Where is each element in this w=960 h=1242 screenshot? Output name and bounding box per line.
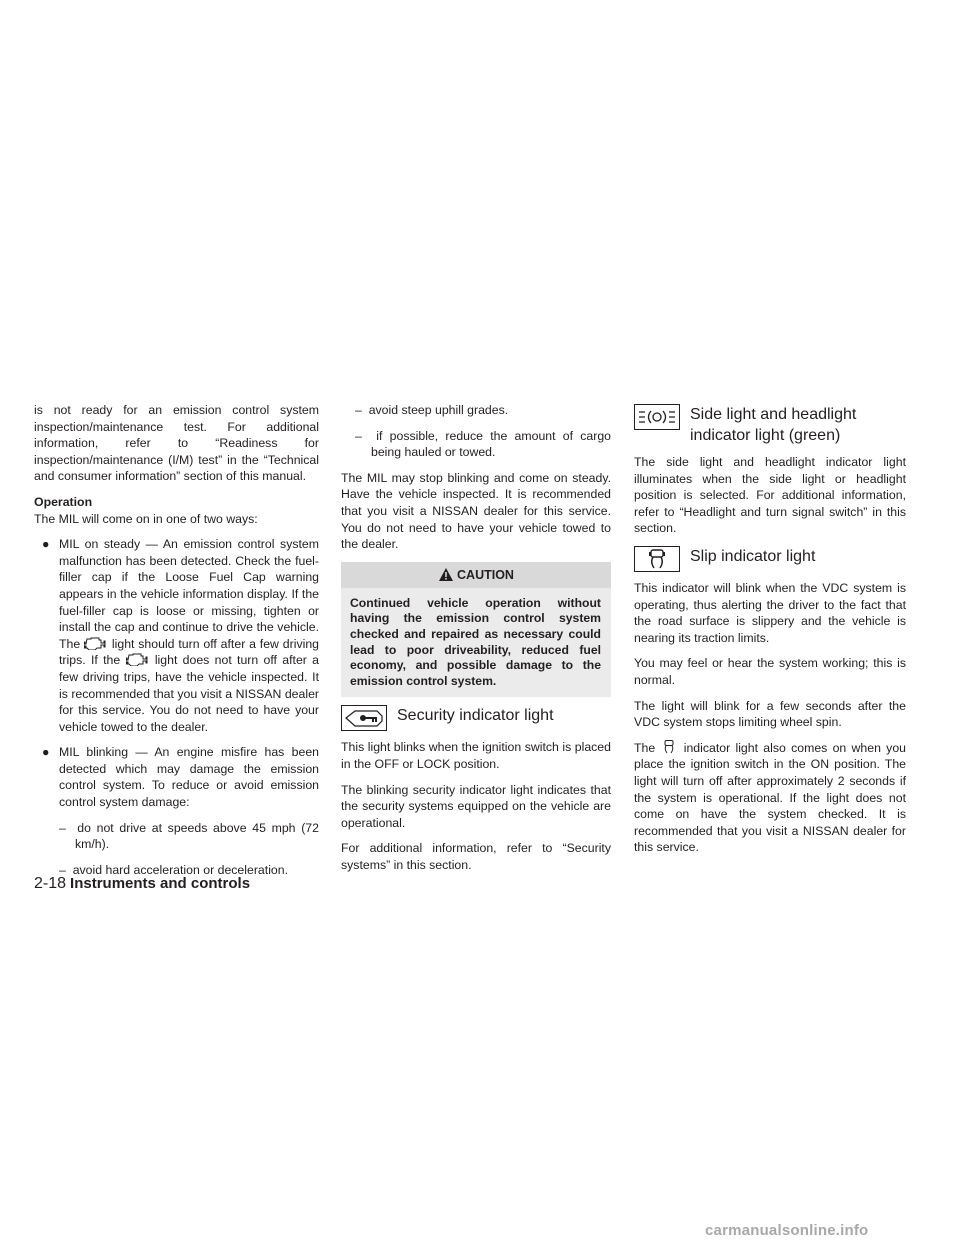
operation-heading: Operation — [34, 494, 93, 509]
security-paragraph-3: For additional information, refer to “Security systems” in this section. — [341, 841, 611, 872]
security-section-header — [341, 705, 611, 731]
operation-text: The MIL will come on in one of two ways: — [34, 511, 258, 526]
slip-section-header — [634, 546, 906, 572]
dash1-text: do not drive at speeds above 45 mph (72 km/h). — [75, 820, 319, 852]
warning-triangle-icon — [438, 567, 454, 582]
bullet2-text: MIL blinking — An engine misfire has been detected which may damage the emission control system. To reduce or avoid emission control system damage: — [59, 745, 319, 810]
slip-paragraph-4 — [634, 740, 906, 856]
caution-header — [341, 562, 611, 588]
security-paragraph-2: The blinking security indicator light indicates that the security systems equipped on the vehicle are operational. — [341, 782, 611, 830]
dash4-text: if possible, reduce the amount of cargo being hauled or towed. — [371, 428, 611, 460]
page-number: 2-18 — [34, 875, 67, 892]
bullet1-text-a: MIL on steady — An emission control system malfunction has been detected. Check the fuel-filler cap if the Loose Fuel Cap warning appears in the vehicle information display. If the fuel-filler cap is loose or missing, tighten or install the cap and continue to drive the vehicle. The — [59, 537, 319, 651]
dash-item-speed — [34, 820, 319, 853]
dash-item-cargo — [341, 428, 611, 461]
bullet-dot: ● — [42, 745, 50, 760]
dash-glyph: – — [59, 820, 66, 835]
security-icon — [341, 705, 387, 731]
intro-paragraph: is not ready for an emission control system inspection/maintenance test. For additional information, refer to “Readiness for inspection/maintenance (I/M) test” in the “Technical and consumer information” section of this manual. — [34, 403, 319, 484]
dash3-text: avoid steep uphill grades. — [368, 403, 509, 417]
page-footer — [34, 875, 250, 893]
dash2-text: avoid hard acceleration or deceleration. — [72, 862, 289, 877]
column-2 — [341, 402, 611, 882]
dash-glyph: – — [59, 862, 66, 877]
section-title: Instruments and controls — [70, 875, 251, 892]
dash-glyph: – — [355, 428, 362, 443]
bullet1-text-c: light does not turn off after a few driving trips, have the vehicle inspected. It is recommended that you visit a NISSAN dealer for this service. You do not need to have your vehicle towed to the dealer. — [59, 653, 320, 734]
slip-icon — [660, 740, 678, 754]
column-3 — [634, 404, 906, 865]
slip-paragraph-1: This indicator will blink when the VDC system is operating, thus alerting the driver to the fact that the road surface is slippery and the vehicle is nearing its traction limits. — [634, 580, 906, 645]
caution-label: CAUTION — [457, 567, 514, 582]
check-engine-icon — [84, 636, 108, 650]
slip-icon — [634, 546, 680, 572]
bullet1-text-b: light should turn off after a few driving trips. If the — [59, 636, 319, 668]
headlight-section-header — [634, 404, 906, 446]
headlight-icon — [634, 404, 680, 430]
bullet-mil-blinking — [34, 744, 319, 810]
security-title: Security indicator light — [397, 707, 554, 725]
bullet-dot: ● — [42, 537, 50, 552]
slip-p4-prefix: The — [634, 740, 656, 755]
security-paragraph-1: This light blinks when the ignition switch is placed in the OFF or LOCK position. — [341, 740, 611, 771]
headlight-title: Side light and headlight indicator light (green) — [690, 406, 857, 444]
mil-steady-paragraph: The MIL may stop blinking and come on steady. Have the vehicle inspected. It is recommended that you visit a NISSAN dealer for this service. You do not need to have your vehicle towed to the dealer. — [341, 470, 611, 552]
column-1 — [34, 402, 319, 887]
headlight-paragraph: The side light and headlight indicator light illuminates when the side light or headlight position is selected. For additional information, refer to “Headlight and turn signal switch” in this section. — [634, 455, 906, 536]
dash-item-uphill — [341, 402, 611, 419]
slip-title: Slip indicator light — [690, 547, 816, 565]
caution-text: Continued vehicle operation without having the emission control system checked and repaired as necessary could lead to poor driveability, reduced fuel economy, and possible damage to the emission control system. — [341, 588, 611, 698]
watermark: carmanualsonline.info — [705, 1222, 869, 1239]
check-engine-icon — [126, 652, 150, 666]
slip-paragraph-2: You may feel or hear the system working; this is normal. — [634, 656, 906, 687]
slip-paragraph-3: The light will blink for a few seconds after the VDC system stops limiting wheel spin. — [634, 698, 906, 730]
slip-p4-text: indicator light also comes on when you place the ignition switch in the ON position. The light will turn off after approximately 2 seconds if the system is operational. If the light does not come on have the system checked. It is recommended that you visit a NISSAN dealer for this service. — [634, 740, 906, 855]
dash-glyph: – — [355, 403, 362, 417]
bullet-mil-steady — [34, 536, 319, 735]
